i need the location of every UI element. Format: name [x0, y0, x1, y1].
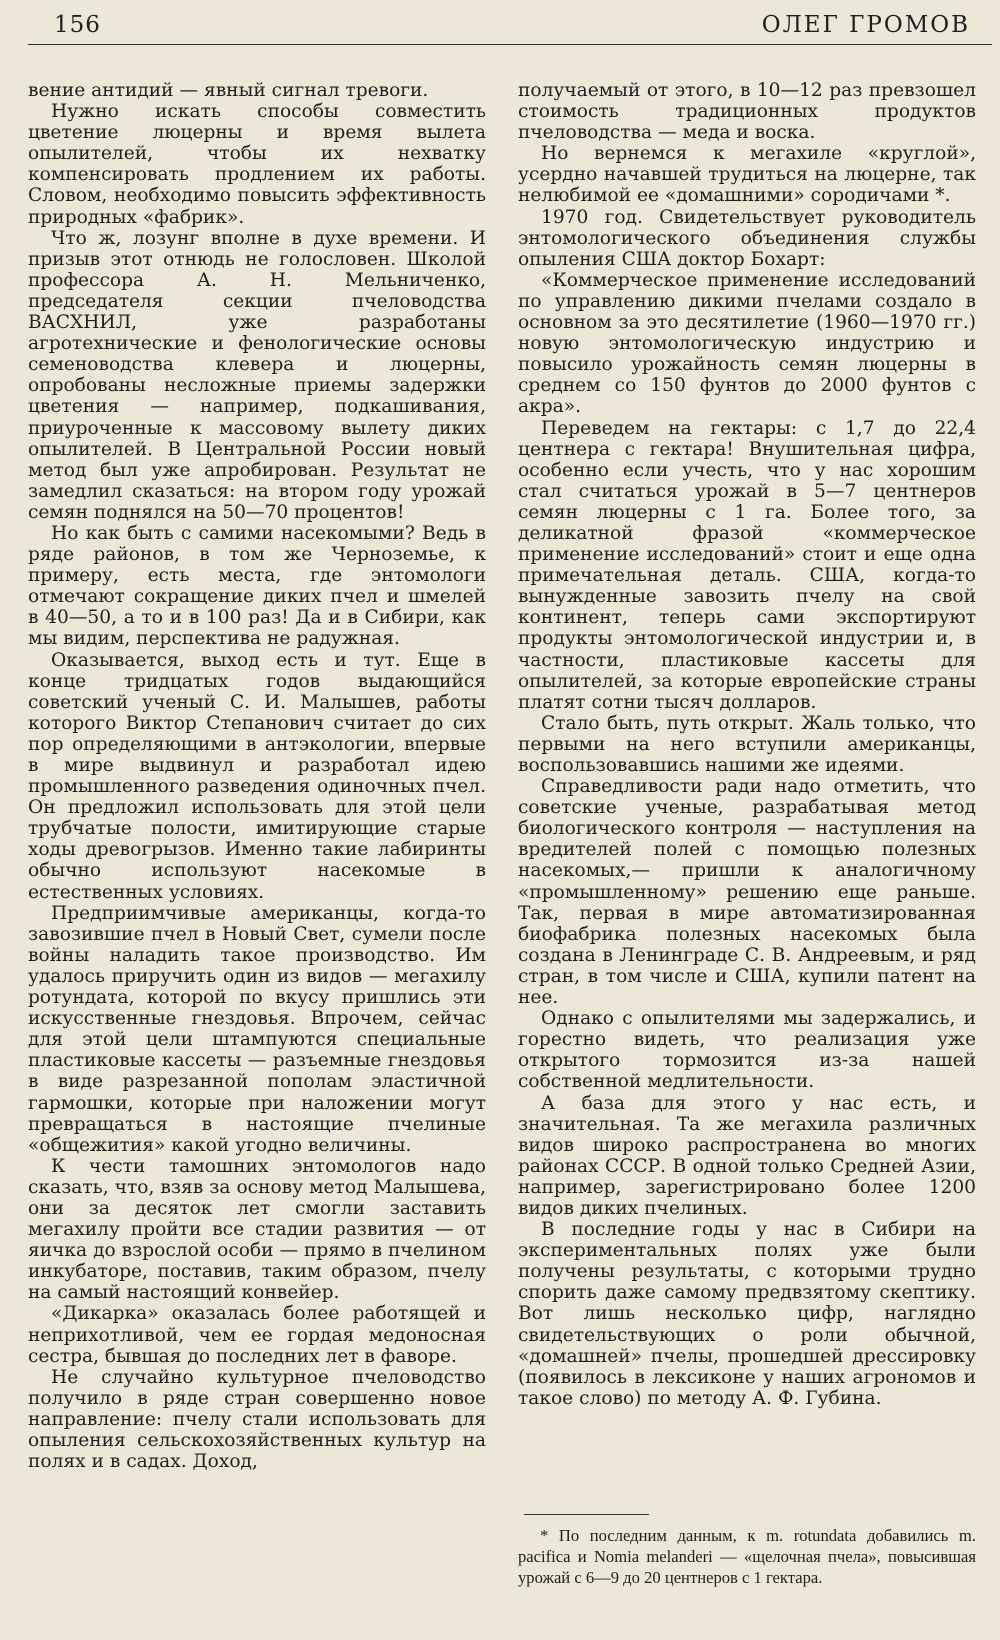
paragraph: Не случайно культурное пчеловодство получило в ряде стран совершенно новое направление: пчелу стали использовать для опыления сельскохозяйственных культур на полях и в садах. Доход,	[28, 1366, 486, 1473]
paragraph: Предприимчивые американцы, когда-то завозившие пчел в Новый Свет, сумели после войны наладить такое производство. Им удалось приручить один из видов — мегахилу ротундата, которой по вкусу пришлись эти искусственные гнездовья. Впрочем, сейчас для этой цели штампуются специальные пластиковые кассеты — разъемные гнездовья в виде разрезанной пополам эластичной гармошки, которые при наложении могут превращаться в настоящие пчелиные «общежития» какой угодно величины.	[28, 902, 486, 1156]
paragraph: Оказывается, выход есть и тут. Еще в конце тридцатых годов выдающийся советский ученый С. И. Малышев, работы которого Виктор Степанович считает до сих пор определяющими в антэкологии, впервые в мире выдвинул и разработал идею промышленного разведения одиночных пчел. Он предложил использовать для этой цели трубчатые полости, имитирующие старые ходы древогрызов. Именно такие лабиринты обычно используют насекомые в естественных условиях.	[28, 649, 486, 903]
footnote: * По последним данным, к m. rotundata добавились m. pacifica и Nomia melanderi — «щелочная пчела», повысившая урожай с 6—9 до 20 центнеров с 1 гектара.	[518, 1526, 976, 1587]
paragraph: К чести тамошних энтомологов надо сказать, что, взяв за основу метод Малышева, они за десяток лет смогли заставить мегахилу пройти все стадии развития — от яичка до взрослой особи — прямо в пчелином инкубаторе, поставив, таким образом, пчелу на самый настоящий конвейер.	[28, 1155, 486, 1304]
quote-paragraph: «Коммерческое применение исследований по управлению дикими пчелами создало в основном за это десятилетие (1960—1970 гг.) новую энтомологическую индустрию и повысило урожайность семян люцерны в среднем со 150 фунтов до 2000 фунтов с акра».	[518, 269, 976, 418]
paragraph: Но вернемся к мегахиле «круглой», усердно начавшей трудиться на люцерне, так нелюбимой ее «домашними» сородичами *.	[518, 143, 976, 207]
page-header	[28, 12, 992, 45]
paragraph: «Дикарка» оказалась более работящей и неприхотливой, чем ее гордая медоносная сестра, бывшая до последних лет в фаворе.	[28, 1303, 486, 1367]
paragraph: А база для этого у нас есть, и значительная. Та же мегахила различных видов широко распространена во многих районах СССР. В одной только Средней Азии, например, зарегистрировано более 1200 видов диких пчелиных.	[518, 1092, 976, 1219]
paragraph: В последние годы у нас в Сибири на экспериментальных полях уже были получены результаты, с которыми трудно спорить даже самому предвзятому скептику. Вот лишь несколько цифр, наглядно свидетельствующих о роли обычной, «домашней» пчелы, прошедшей дрессировку (появилось в лексиконе у наших агрономов и такое слово) по методу А. Ф. Губина.	[518, 1219, 976, 1409]
paragraph: Стало быть, путь открыт. Жаль только, что первыми на него вступили американцы, воспользовавшись нашими же идеями.	[518, 712, 976, 776]
running-head-author: ОЛЕГ ГРОМОВ	[761, 12, 970, 38]
right-column	[518, 80, 976, 1409]
paragraph: Однако с опылителями мы задержались, и горестно видеть, что реализация уже открытого тормозится из-за нашей собственной медлительности.	[518, 1008, 976, 1093]
paragraph: Справедливости ради надо отметить, что советские ученые, разрабатывая метод биологического контроля — наступления на вредителей полей с помощью полезных насекомых,— пришли к аналогичному «промышленному» решению еще раньше. Так, первая в мире автоматизированная биофабрика полезных насекомых была создана в Ленинграде С. В. Андреевым, и ряд стран, в том числе и США, купили патент на нее.	[518, 776, 976, 1009]
footnote-divider	[524, 1514, 649, 1515]
paragraph: вение антидий — явный сигнал тревоги.	[28, 80, 429, 101]
paragraph: Нужно искать способы совместить цветение люцерны и время вылета опылителей, чтобы их нехватку компенсировать продлением их работы. Словом, необходимо повысить эффективность природных «фабрик».	[28, 101, 486, 228]
paragraph: Что ж, лозунг вполне в духе времени. И призыв этот отнюдь не голословен. Школой профессора А. Н. Мельниченко, председателя секции пчеловодства ВАСХНИЛ, уже разработаны агротехнические и фенологические основы семеноводства клевера и люцерны, опробованы несложные приемы задержки цветения — например, подкашивания, приуроченные к массовому вылету диких опылителей. В Центральной России новый метод был уже апробирован. Результат не замедлил сказаться: на втором году урожай семян поднялся на 50—70 процентов!	[28, 227, 486, 523]
page-number: 156	[54, 12, 101, 38]
paragraph: Но как быть с самими насекомыми? Ведь в ряде районов, в том же Черноземье, к примеру, есть места, где энтомологи отмечают сокращение диких пчел и шмелей в 40—50, а то и в 100 раз! Да и в Сибири, как мы видим, перспектива не радужная.	[28, 522, 486, 650]
left-column	[28, 80, 486, 1472]
paragraph: получаемый от этого, в 10—12 раз превзошел стоимость традиционных продуктов пчеловодства — меда и воска.	[518, 80, 976, 144]
paragraph: Переведем на гектары: с 1,7 до 22,4 центнера с гектара! Внушительная цифра, особенно если учесть, что у нас хорошим стал считаться урожай в 5—7 центнеров семян люцерны с 1 га. Более того, за деликатной фразой «коммерческое применение исследований» стоит и еще одна примечательная деталь. США, когда-то вынужденные завозить пчелу на свой континент, теперь сами экспортируют продукты энтомологической индустрии и, в частности, пластиковые кассеты для опылителей, за которые европейские страны платят сотни тысяч долларов.	[518, 417, 976, 713]
paragraph: 1970 год. Свидетельствует руководитель энтомологического объединения службы опыления США доктор Бохарт:	[518, 206, 976, 270]
